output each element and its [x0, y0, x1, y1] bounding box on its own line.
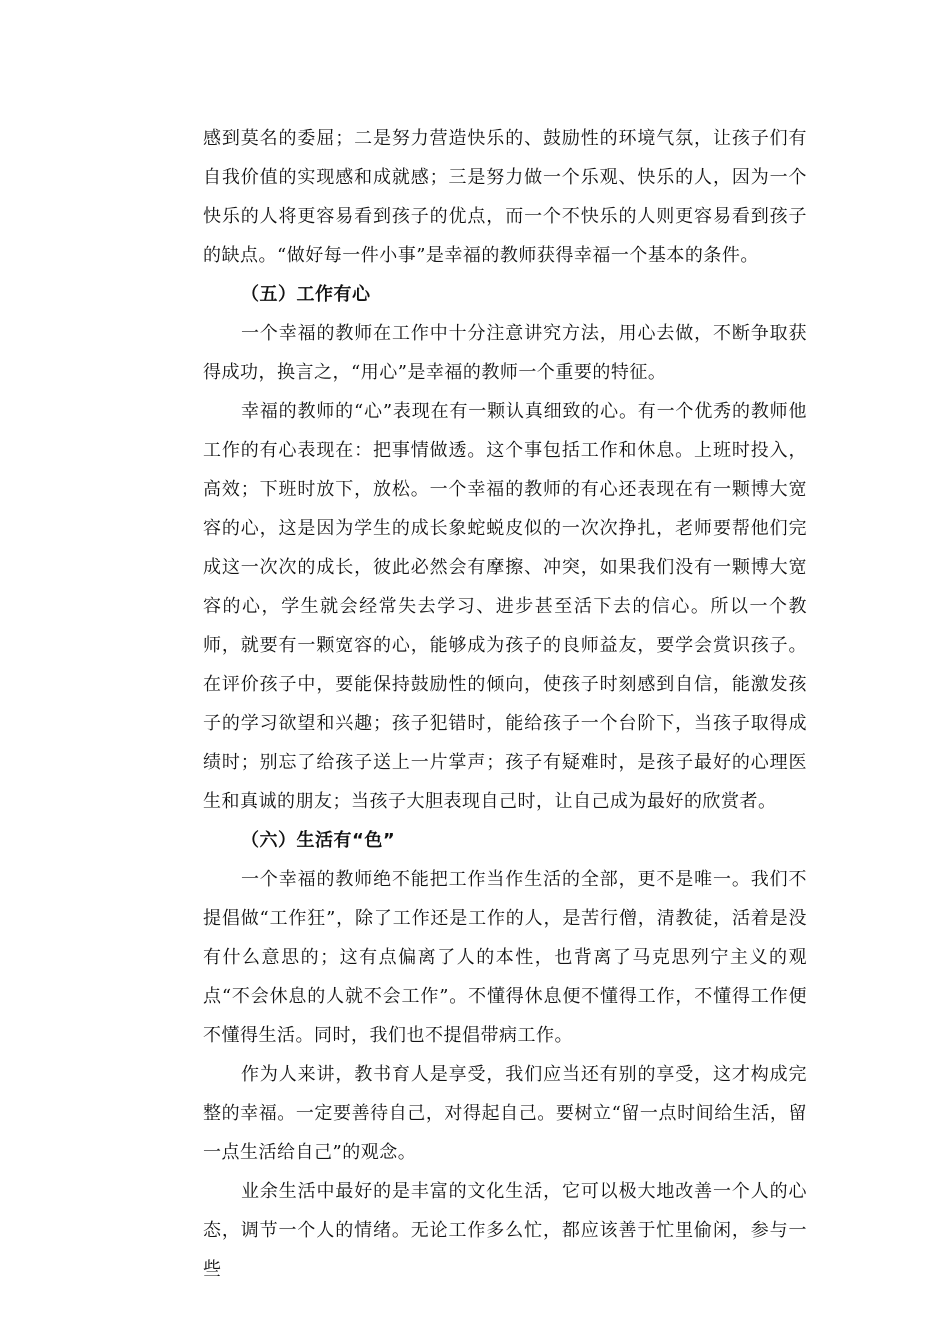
body-paragraph-2: 一个幸福的教师在工作中十分注意讲究方法，用心去做，不断争取获得成功，换言之，“用心”是幸福的教师一个重要的特征。: [203, 323, 807, 383]
section-heading-5: （五）工作有心: [241, 284, 371, 305]
section-heading-6: （六）生活有“色”: [241, 830, 396, 851]
body-paragraph-6: 业余生活中最好的是丰富的文化生活，它可以极大地改善一个人的心态，调节一个人的情绪。无论工作多么忙，都应该善于忙里偷闲，参与一些: [203, 1181, 807, 1280]
body-paragraph-4: 一个幸福的教师绝不能把工作当作生活的全部，更不是唯一。我们不提倡做“工作狂”，除了工作还是工作的人，是苦行僧，清教徒，活着是没有什么意思的；这有点偏离了人的本性，也背离了马克思列宁主义的观点“不会休息的人就不会工作”。不懂得休息便不懂得工作，不懂得工作便不懂得生活。同时，我们也不提倡带病工作。: [203, 869, 807, 1046]
body-paragraph-5: 作为人来讲，教书育人是享受，我们应当还有别的享受，这才构成完整的幸福。一定要善待自己，对得起自己。要树立“留一点时间给生活，留一点生活给自己”的观念。: [203, 1064, 807, 1163]
body-paragraph-3: 幸福的教师的“心”表现在有一颗认真细致的心。有一个优秀的教师他工作的有心表现在：把事情做透。这个事包括工作和休息。上班时投入，高效；下班时放下，放松。一个幸福的教师的有心还表现在有一颗博大宽容的心，这是因为学生的成长象蛇蜕皮似的一次次挣扎，老师要帮他们完成这一次次的成长，彼此必然会有摩擦、冲突，如果我们没有一颗博大宽容的心，学生就会经常失去学习、进步甚至活下去的信心。所以一个教师，就要有一颗宽容的心，能够成为孩子的良师益友，要学会赏识孩子。在评价孩子中，要能保持鼓励性的倾向，使孩子时刻感到自信，能激发孩子的学习欲望和兴趣；孩子犯错时，能给孩子一个台阶下，当孩子取得成绩时；别忘了给孩子送上一片掌声；孩子有疑难时，是孩子最好的心理医生和真诚的朋友；当孩子大胆表现自己时，让自己成为最好的欣赏者。: [203, 401, 807, 812]
body-paragraph-1: 感到莫名的委屈；二是努力营造快乐的、鼓励性的环境气氛，让孩子们有自我价值的实现感和成就感；三是努力做一个乐观、快乐的人，因为一个快乐的人将更容易看到孩子的优点，而一个不快乐的人则更容易看到孩子的缺点。“做好每一件小事”是幸福的教师获得幸福一个基本的条件。: [203, 128, 807, 266]
document-body: [203, 119, 807, 1289]
